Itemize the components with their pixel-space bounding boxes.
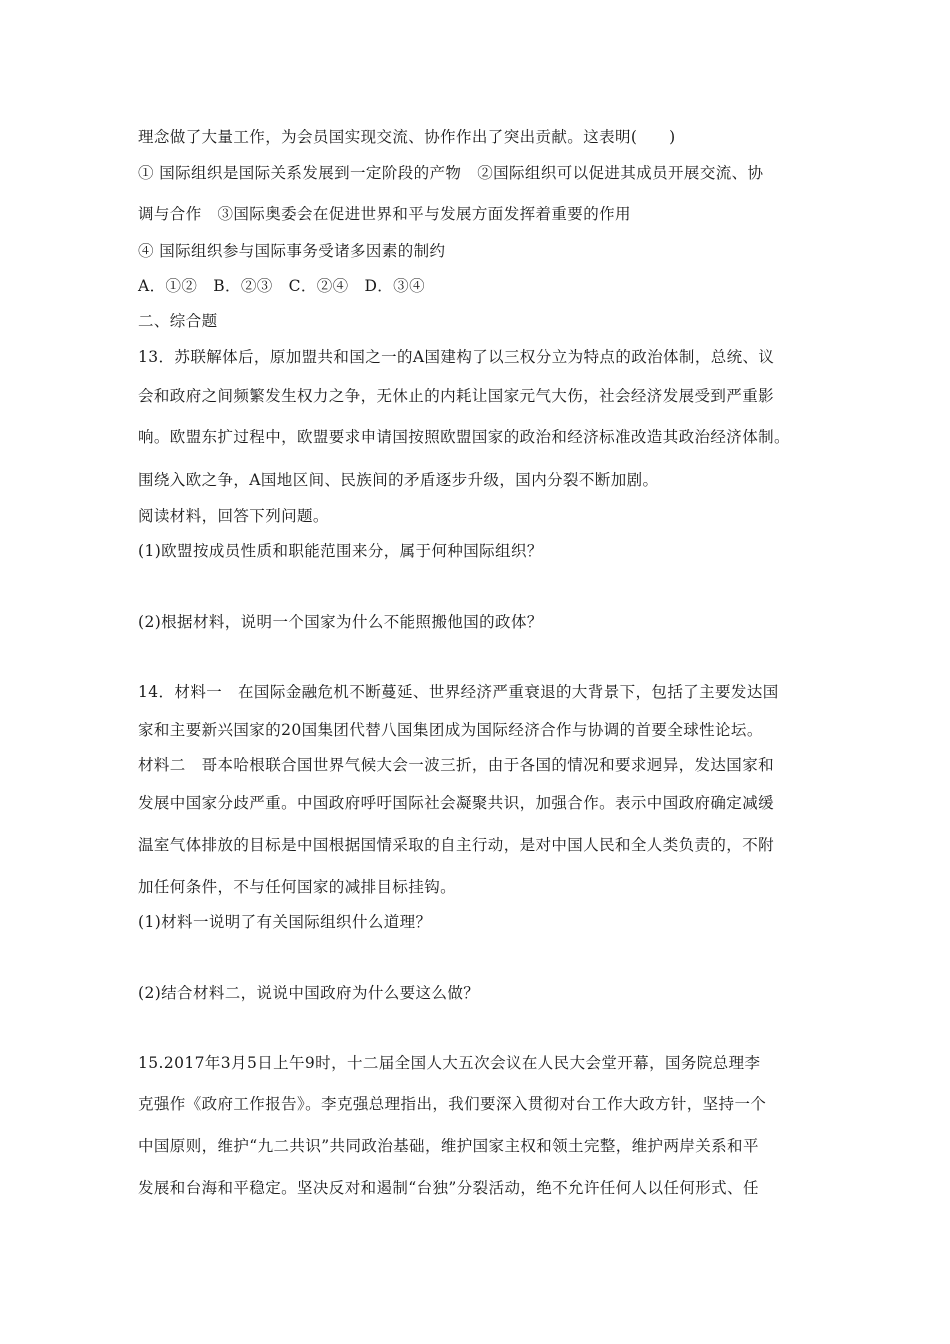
q14-line-2: 家和主要新兴国家的20国集团代替八国集团成为国际经济合作与协调的首要全球性论坛。 bbox=[138, 721, 763, 739]
q15-line-3: 中国原则，维护“九二共识”共同政治基础，维护国家主权和领土完整，维护两岸关系和平 bbox=[138, 1137, 759, 1155]
q13-line-3: 响。欧盟东扩过程中，欧盟要求申请国按照欧盟国家的政治和经济标准改造其政治经济体制。 bbox=[138, 428, 790, 446]
q14-line-1: 14．材料一 在国际金融危机不断蔓延、世界经济严重衰退的大背景下，包括了主要发达国 bbox=[138, 683, 779, 701]
q13-line-4: 围绕入欧之争，A国地区间、民族间的矛盾逐步升级，国内分裂不断加剧。 bbox=[138, 471, 659, 489]
q12-stem-end: 理念做了大量工作，为会员国实现交流、协作作出了突出贡献。这表明( ) bbox=[138, 128, 676, 146]
q15-line-4: 发展和台海和平稳定。坚决反对和遏制“台独”分裂活动，绝不允许任何人以任何形式、任 bbox=[138, 1179, 759, 1197]
q12-option-4: ④ 国际组织参与国际事务受诸多因素的制约 bbox=[138, 242, 446, 260]
q13-line-1: 13．苏联解体后，原加盟共和国之一的A国建构了以三权分立为特点的政治体制，总统、议 bbox=[138, 348, 775, 366]
q15-line-2: 克强作《政府工作报告》。李克强总理指出，我们要深入贯彻对台工作大政方针，坚持一个 bbox=[138, 1095, 767, 1113]
q14-line-5: 温室气体排放的目标是中国根据国情采取的自主行动，是对中国人民和全人类负责的，不附 bbox=[138, 836, 775, 854]
q14-line-4: 发展中国家分歧严重。中国政府呼吁国际社会凝聚共识，加强合作。表示中国政府确定减缓 bbox=[138, 794, 775, 812]
q12-option-2-3-cont: 调与合作 ③国际奥委会在促进世界和平与发展方面发挥着重要的作用 bbox=[138, 205, 631, 223]
q13-sub-question-1: (1)欧盟按成员性质和职能范围来分，属于何种国际组织？ bbox=[138, 542, 543, 560]
q14-line-6: 加任何条件，不与任何国家的减排目标挂钩。 bbox=[138, 878, 457, 896]
q12-choices: A．①② B．②③ C．②④ D．③④ bbox=[138, 277, 425, 295]
q14-sub-question-2: (2)结合材料二，说说中国政府为什么要这么做？ bbox=[138, 984, 480, 1002]
q14-line-3: 材料二 哥本哈根联合国世界气候大会一波三折，由于各国的情况和要求迥异，发达国家和 bbox=[138, 756, 775, 774]
q13-sub-question-2: (2)根据材料，说明一个国家为什么不能照搬他国的政体？ bbox=[138, 613, 543, 631]
q15-line-1: 15.2017年3月5日上午9时，十二届全国人大五次会议在人民大会堂开幕，国务院总理李 bbox=[138, 1054, 761, 1072]
q14-sub-question-1: (1)材料一说明了有关国际组织什么道理？ bbox=[138, 913, 432, 931]
q13-line-2: 会和政府之间频繁发生权力之争，无休止的内耗让国家元气大伤，社会经济发展受到严重影 bbox=[138, 387, 775, 405]
section-heading: 二、综合题 bbox=[138, 312, 218, 330]
q12-option-1-2: ① 国际组织是国际关系发展到一定阶段的产物 ②国际组织可以促进其成员开展交流、协 bbox=[138, 164, 764, 182]
q13-prompt: 阅读材料，回答下列问题。 bbox=[138, 507, 329, 525]
